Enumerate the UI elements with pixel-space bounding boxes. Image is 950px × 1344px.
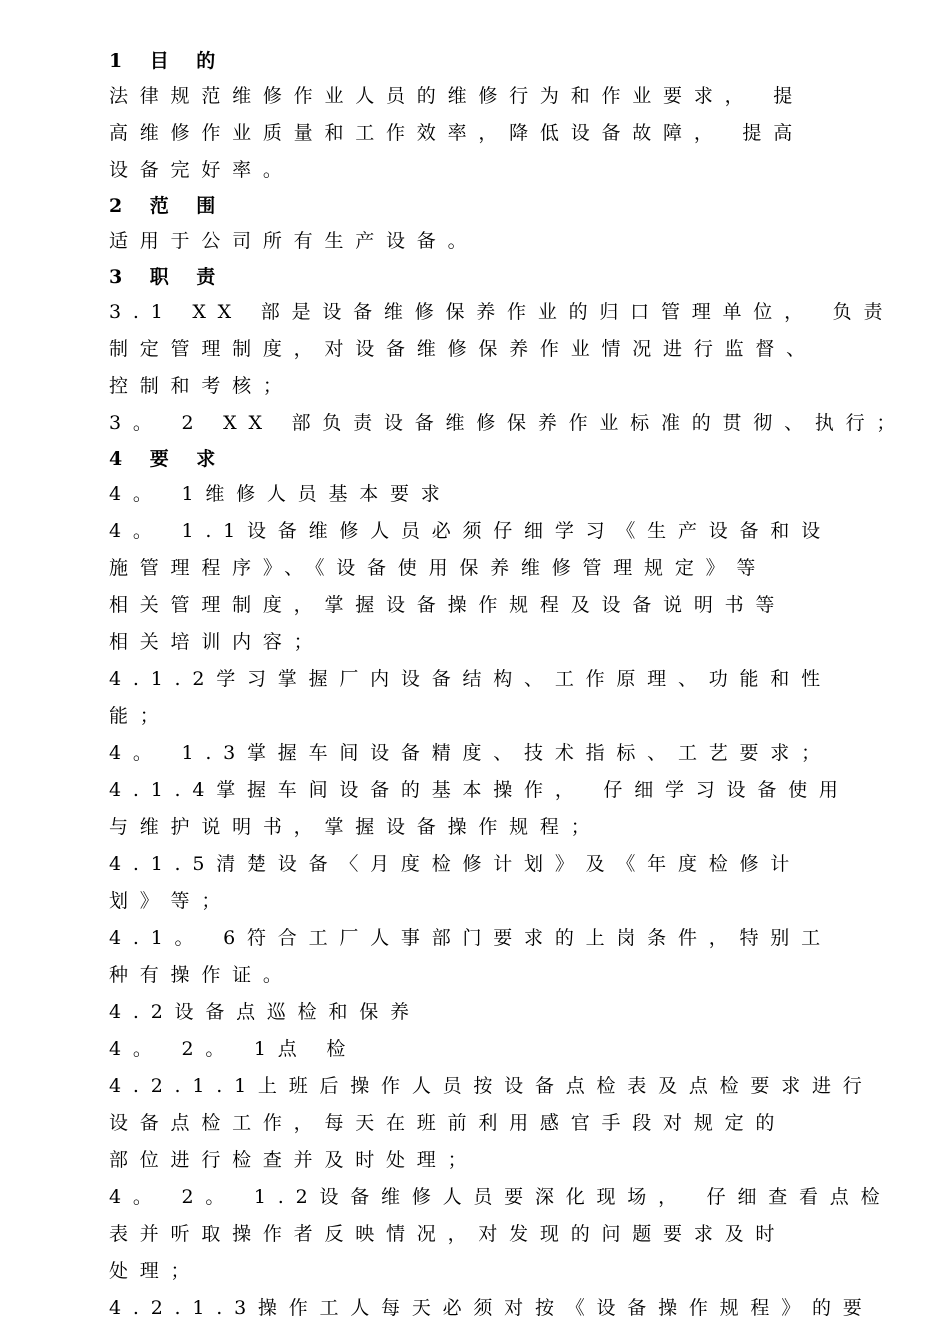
- text-line: 4.1。 6符合工厂人事部门要求的上岗条件，特别工: [109, 927, 832, 949]
- document-page: [109, 44, 908, 1327]
- text-line: 4。 2。 1.2设备维修人员要深化现场， 仔细查看点检: [109, 1186, 892, 1208]
- text-line: 与维护说明书，掌握设备操作规程；: [109, 816, 602, 838]
- text-line: 控制和考核；: [109, 375, 294, 397]
- text-line: 法律规范维修作业人员的维修行为和作业要求， 提: [109, 85, 804, 107]
- text-line: 3。 2 XX 部负责设备维修保养作业标准的贯彻、执行；: [109, 412, 908, 434]
- text-line: 4.2.1.3操作工人每天必须对按《设备操作规程》的要: [109, 1297, 874, 1319]
- section-heading-purpose: 1 目 的: [109, 50, 226, 72]
- text-line: 相关培训内容；: [109, 631, 325, 653]
- text-line: 表并听取操作者反映情况，对发现的问题要求及时: [109, 1223, 787, 1245]
- text-line: 处理；: [109, 1260, 202, 1282]
- text-line: 4.1.4掌握车间设备的基本操作， 仔细学习设备使用: [109, 779, 850, 801]
- text-line: 4。 1维修人员基本要求: [109, 483, 452, 505]
- text-line: 4。 1.3掌握车间设备精度、技术指标、工艺要求；: [109, 742, 832, 764]
- text-line: 制定管理制度，对设备维修保养作业情况进行监督、: [109, 338, 817, 360]
- section-heading-scope: 2 范 围: [109, 195, 226, 217]
- text-line: 4.1.5清楚设备〈月度检修计划》及《年度检修计: [109, 853, 802, 875]
- text-line: 能；: [109, 705, 171, 727]
- text-line: 相关管理制度，掌握设备操作规程及设备说明书等: [109, 594, 787, 616]
- text-line: 高维修作业质量和工作效率，降低设备故障， 提高: [109, 122, 804, 144]
- text-line: 4.1.2学习掌握厂内设备结构、工作原理、功能和性: [109, 668, 832, 690]
- text-line: 划》等；: [109, 890, 233, 912]
- text-line: 设备点检工作，每天在班前利用感官手段对规定的: [109, 1112, 787, 1134]
- text-line: 部位进行检查并及时处理；: [109, 1149, 479, 1171]
- text-line: 3.1 XX 部是设备维修保养作业的归口管理单位， 负责: [109, 301, 895, 323]
- text-line: 4.2.1.1上班后操作人员按设备点检表及点检要求进行: [109, 1075, 874, 1097]
- text-line: 设备完好率。: [109, 159, 294, 181]
- text-line: 4。 1.1设备维修人员必须仔细学习《生产设备和设: [109, 520, 832, 542]
- text-line: 施管理程序》、《设备使用保养维修管理规定》等: [109, 557, 768, 579]
- section-heading-responsibility: 3 职 责: [109, 266, 226, 288]
- text-line: 种有操作证。: [109, 964, 294, 986]
- section-heading-requirements: 4 要 求: [109, 448, 226, 470]
- text-line: 4.2设备点巡检和保养: [109, 1001, 421, 1023]
- text-line: 4。 2。 1点 检: [109, 1038, 358, 1060]
- text-line: 适用于公司所有生产设备。: [109, 230, 479, 252]
